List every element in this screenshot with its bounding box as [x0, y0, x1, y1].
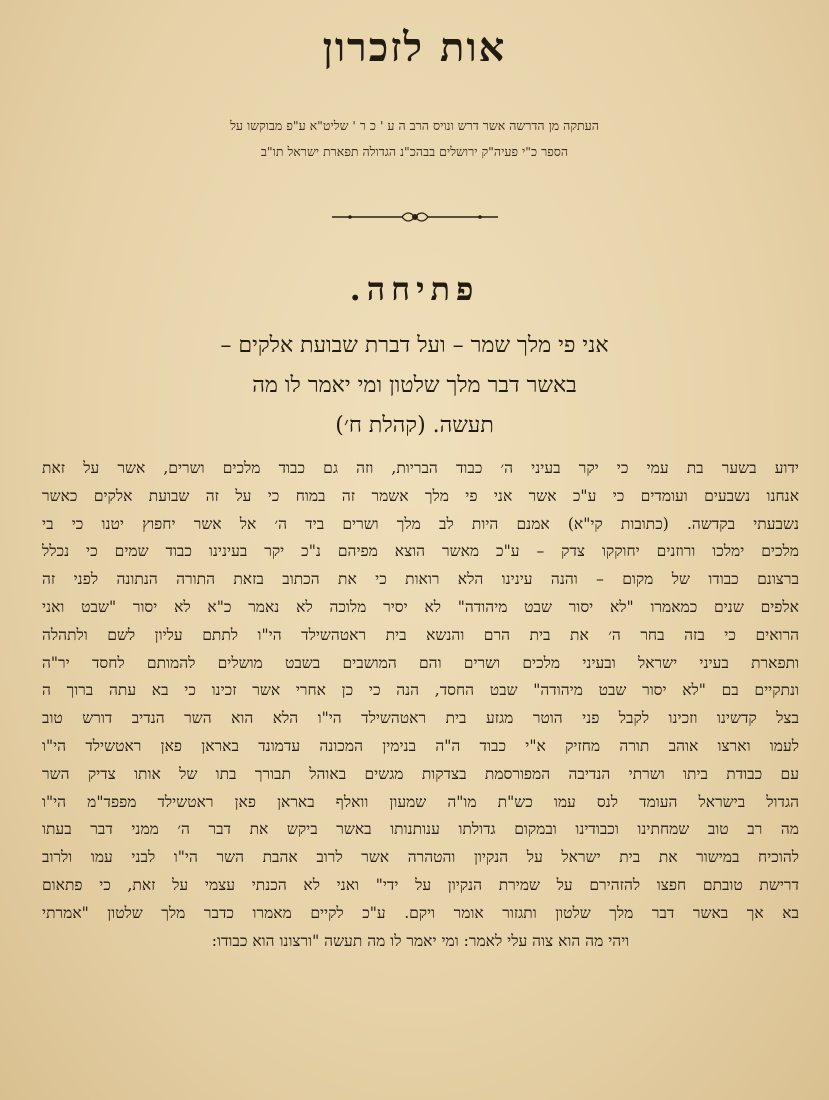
body-line: בצל קדשינו וזכינו לקבל פני הוטר מגזע בית ראטהשילד הי"ו הלא הוא השר הנדיב דורש טוב: [42, 709, 799, 728]
body-line: בא אך באשר דבר מלך שלטון ותגזור אומר ויקם. ע"כ לקיים מאמרו כדבר מלך שלטון "אמרתי: [42, 903, 799, 922]
body-line: מה רב טוב שמחתינו וכבודינו ובמקום גדולתו ענותנותו באשר ביקש את דבר ה׳ ממני דבר בעתו: [42, 820, 799, 839]
body-line: מלכים ימלכו ורוזנים יחוקקו צדק – ע"כ מאשר הוצא מפיהם נ"כ יקר בעינינו כבוד שמים כי נכלל: [42, 542, 799, 561]
body-line: עם כבודת ביתו ושרתי הנדיבה המפורסמת בצדקות מגשים באוהל תבורך בתו של אותו צדיק השר: [42, 764, 799, 783]
page-title: אות לזכרון: [322, 24, 507, 71]
body-line: הגדול בישראל העומד לנס עמו כש"ת מו"ה שמעון וואלף באראן פאן ראטשילד מפפד"מ הי"ו: [42, 792, 799, 811]
body-line: ויהי מה הוא צוה עלי לאמר: ומי יאמר לו מה תעשה "ורצונו הוא כבודו:: [211, 931, 630, 950]
verse-line-2: באשר דבר מלך שלטון ומי יאמר לו מה: [252, 373, 577, 398]
section-heading: פתיחה.: [349, 270, 480, 308]
body-line: ברצונם כבודו של מקום – והנה עינינו הלא רואות כי את הכתוב בזאת התורה הנתונה לפני זה: [42, 570, 799, 589]
ornamental-divider: [330, 206, 500, 228]
body-line: דרישת טובתם חפצו להזהירם על שמירת הנקיון על ידי" ואני לא הכנתי עצמי על זאת, כי פתאום: [42, 875, 799, 894]
body-line: לעמו וארצו אוהב תורה מחזיק א"י כבוד ה"ה בנימין המכונה עדמונד באראן פאן ראטשילד הי"ו: [42, 736, 799, 755]
verse-line-3: תעשה. (קהלת ח׳): [335, 413, 494, 438]
body-line: ידוע בשער בת עמי כי יקר בעיני ה׳ כבוד הבריות, וזה גם כבוד מלכים ושרים, אשר על זאת: [42, 459, 799, 477]
body-line: אנחנו נשבעים ועומדים כי ע"כ אשר אני פי מלך אשמר זה במוח כי על זה שבועת אלקים כאשר: [42, 486, 799, 505]
body-line: ותפארת בעיני ישראל ובעיני מלכים ושרים והם המושבים בשבט מושלים להמותם לחסד יר"ה: [42, 653, 799, 672]
verse-line-1: אני פי מלך שמר – ועל דברת שבועת אלקים –: [220, 333, 609, 358]
subtitle-line-1: העתקה מן הדרשה אשר דרש ונויס הרב ה ע ' כ ר ' שליט"א ע"פ מבוקשו על: [230, 118, 599, 133]
body-line: ונתקיים בם "לא יסור שבט מיהודה" שבט החסד, הנה כי כן אחרי אשר זכינו כי בא עתה ברוך ה: [42, 681, 799, 700]
body-line: הרואים כי בזה בחר ה׳ את בית הרם והנשא בית ראטהשילד הי"ו לתתם עליון לשם ולתהלה: [42, 625, 799, 644]
body-line: אלפים שנים כמאמרו "לא יסור שבט מיהודה" לא יסיר מלוכה לא נאמר כ"א לא יסור "שבט ואני: [42, 597, 799, 616]
subtitle-line-2: הספר כ"י פעיה"ק ירושלים בבהכ"נ הגדולה תפארת ישראל תו"ב: [260, 144, 569, 159]
body-line: נשבעתי בקדשה. (כתובות קי"א) אמנם היות לב מלך ושרים ביד ה׳ אל אשר יחפוץ יטנו כי בי: [42, 514, 799, 533]
body-line: להוכיח במישור את בית ישראל על הנקיון והטהרה אשר לרוב אהבת השר הי"ו לבני עמו ולרוב: [42, 848, 799, 867]
body-text: [42, 455, 799, 955]
